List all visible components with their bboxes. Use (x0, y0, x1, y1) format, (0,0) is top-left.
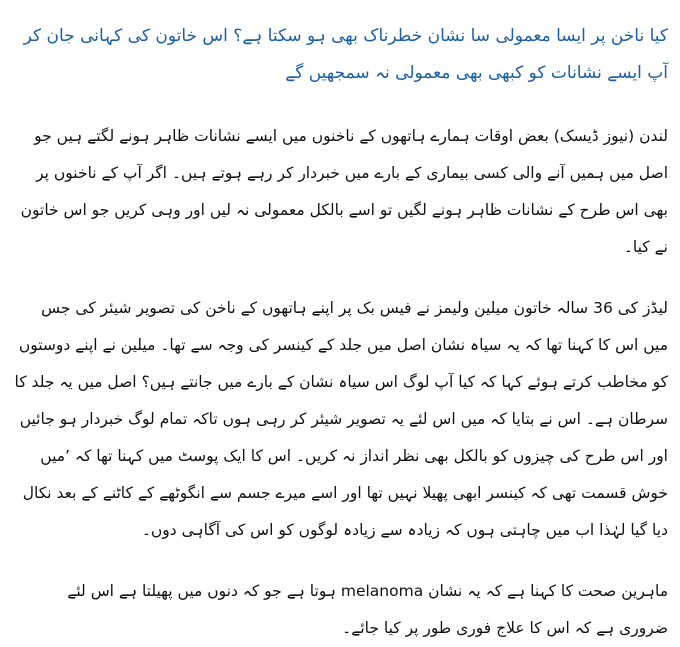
article-paragraph-3: ماہرین صحت کا کہنا ہے کہ یہ نشان melanoma ہوتا ہے جو کہ دنوں میں پھیلتا ہے اس لئے ضروری ہے کہ اس کا علاج فوری طور پر کیا جائے۔ (67, 582, 668, 637)
article-paragraph-1: لندن (نیوز ڈیسک) بعض اوقات ہمارے ہاتھوں کے ناخنوں میں ایسے نشانات ظاہر ہونے لگتے ہیں جو اصل میں ہمیں آنے والی کسی بیماری کے بارے میں خبردار کر رہے ہوتے ہیں۔ اگر آپ کے ناخنوں پر بھی اس طرح کے نشانات ظاہر ہونے لگیں تو اسے بالکل معمولی نہ لیں اور وہی کریں جو اس خاتون نے کیا۔ (20, 127, 668, 256)
article-headline: کیا ناخن پر ایسا معمولی سا نشان خطرناک بھی ہو سکتا ہے؟ اس خاتون کی کہانی جان کر آپ ایسے نشانات کو کبھی بھی معمولی نہ سمجھیں گے (23, 26, 668, 83)
article-paragraph-2: لیڈز کی 36 سالہ خاتون میلین ولیمز نے فیس بک پر اپنے ہاتھوں کے ناخن کی تصویر شیئر کی جس میں اس کا کہنا تھا کہ یہ سیاہ نشان اصل میں جلد کے کینسر کی وجہ سے تھا۔ میلین نے اپنے دوستوں کو مخاطب کرتے ہوئے کہا کہ کیا آپ لوگ اس سیاہ نشان کے بارے میں جانتے ہیں؟ اصل میں یہ جلد کا سرطان ہے۔ اس نے بتایا کہ میں اس لئے یہ تصویر شیئر کر رہی ہوں تاکہ تمام لوگ خبردار ہو جائیں اور اس طرح کی چیزوں کو بالکل بھی نظر انداز نہ کریں۔ اس کا ایک پوسٹ میں کہنا تھا کہ ’میں خوش قسمت تھی کہ کینسر ابھی پھیلا نہیں تھا اور اسے میرے جسم سے انگوٹھے کے کاٹنے کے بعد نکال دیا گیا لہٰذا اب میں چاہتی ہوں کہ زیادہ سے زیادہ لوگوں کو اس کی آگاہی دوں۔ (14, 299, 668, 539)
